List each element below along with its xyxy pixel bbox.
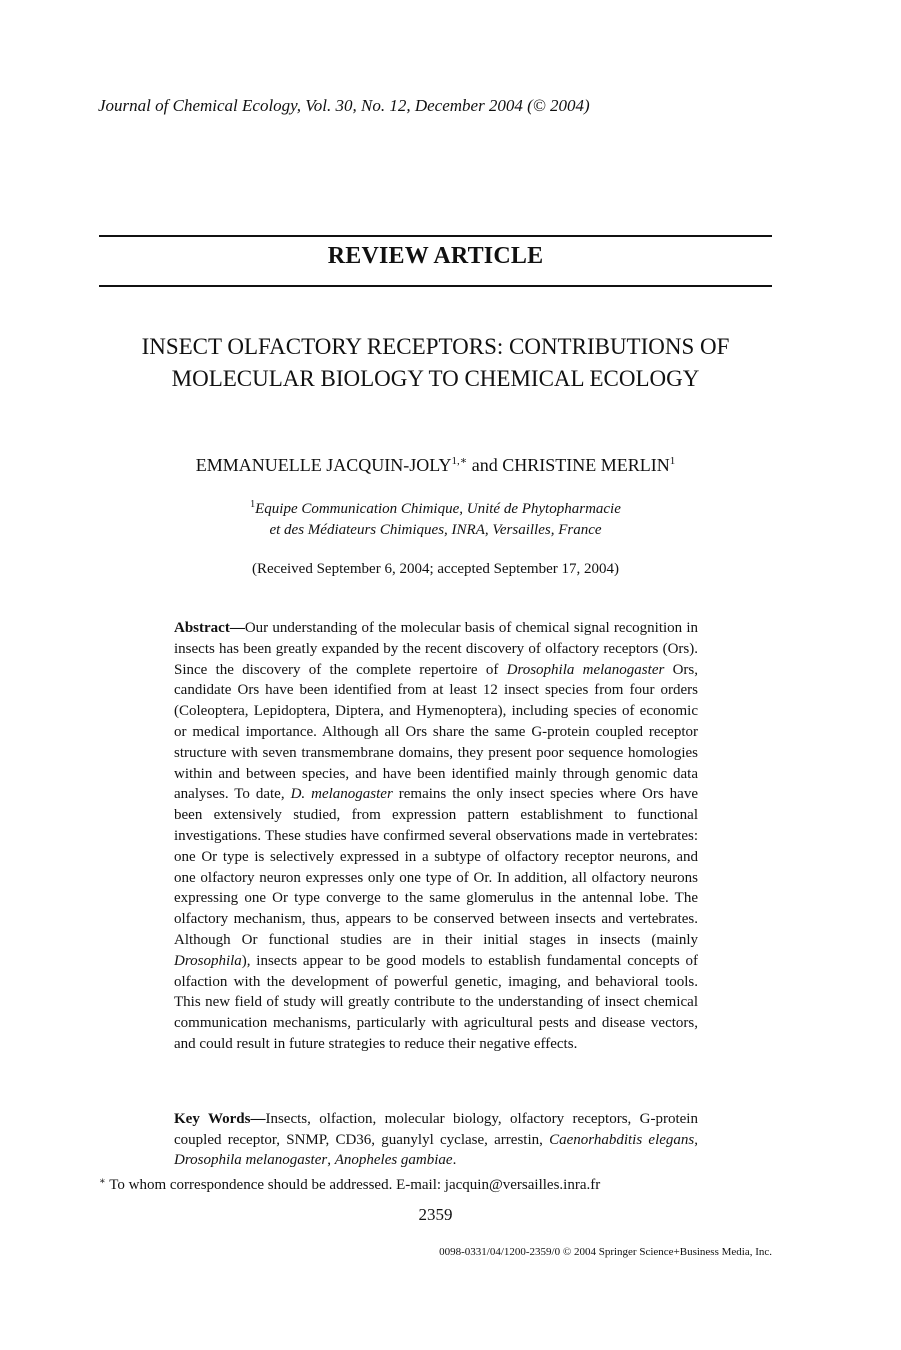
abstract-text-2: Ors, candidate Ors have been identified from at least 12 insect species from four orders (Coleoptera, Lepidoptera, Diptera, and Hymenoptera), including species of economic or medical importance. Although all Ors share the same G-protein coupled receptor structure with seven transmembrane domains, they present poor sequence homologies within and between species, and have been identified mainly through genomic data analyses. To date, (174, 661, 698, 803)
abstract-italic-2: D. melanogaster (290, 786, 393, 803)
journal-citation: Journal of Chemical Ecology, Vol. 30, No. 12, December 2004 (© 2004) (98, 96, 590, 115)
keywords-italic-3: Anopheles gambiae (334, 1152, 453, 1168)
author-conjunction: and (471, 455, 498, 475)
keywords-sep-2: , (327, 1152, 335, 1168)
abstract (174, 618, 698, 1055)
affiliation-line-2: et des Médiateurs Chimiques, INRA, Versailles, France (269, 522, 602, 538)
abstract-label: Abstract— (174, 620, 245, 636)
abstract-italic-3: Drosophila (174, 952, 242, 969)
received-dates: (Received September 6, 2004; accepted September 17, 2004) (252, 561, 619, 577)
abstract-text-4: ), insects appear to be good models to establish fundamental concepts of olfaction with the development of powerful genetic, imaging, and behavioral tools. This new field of study will greatly contribute to the understanding of insect chemical communication mechanisms, particularly with agricultural pests and disease vectors, and could result in future strategies to reduce their negative effects. (174, 952, 698, 1052)
keywords-end: . (452, 1152, 457, 1168)
abstract-italic-1: Drosophila melanogaster (506, 661, 665, 678)
section-label: REVIEW ARTICLE (327, 243, 544, 269)
title-line-2: MOLECULAR BIOLOGY TO CHEMICAL ECOLOGY (171, 366, 700, 391)
title-line-1: INSECT OLFACTORY RECEPTORS: CONTRIBUTIONS OF (141, 334, 730, 359)
footnote-text: To whom correspondence should be addressed. E-mail: jacquin@versailles.inra.fr (105, 1177, 601, 1193)
page-number: 2359 (418, 1205, 453, 1224)
keywords-label: Key Words— (174, 1111, 266, 1127)
abstract-text-1: Our understanding of the molecular basis of chemical signal recognition in insects has been greatly expanded by the recent discovery of olfactory receptors (Ors). Since the discovery of the complete repertoire of (174, 620, 698, 678)
affiliation-marker: 1 (250, 499, 256, 510)
bottom-rule (99, 285, 772, 287)
keywords-italic-2: Drosophila melanogaster (174, 1152, 328, 1168)
keywords-italic-1: Caenorhabditis elegans (549, 1131, 695, 1148)
author-2: CHRISTINE MERLIN (502, 455, 670, 475)
author-1-marks: 1,∗ (451, 455, 468, 467)
copyright-line: 0098-0331/04/1200-2359/0 © 2004 Springer Science+Business Media, Inc. (439, 1246, 772, 1258)
correspondence-footnote (99, 1177, 600, 1194)
keywords-text: Insects, olfaction, molecular biology, olfactory receptors, G-protein coupled receptor, SNMP, CD36, guanylyl cyclase, arrestin, (174, 1111, 698, 1148)
top-rule (99, 235, 772, 237)
abstract-text-3: remains the only insect species where Ors have been extensively studied, from expression pattern establishment to functional investigations. These studies have confirmed several observations made in vertebrates: one Or type is selectively expressed in a subtype of olfactory receptor neurons, and one olfactory neuron expresses only one type of Or. In addition, all olfactory neurons expressing one Or type converge to the same glomerulus in the antennal lobe. The olfactory mechanism, thus, appears to be conserved between insects and vertebrates. Although Or functional studies are in their initial stages in insects (mainly (174, 786, 698, 948)
key-words (174, 1109, 698, 1171)
author-list (99, 455, 772, 476)
author-2-marks: 1 (669, 455, 676, 467)
affiliation-line-1: Equipe Communication Chimique, Unité de Phytopharmacie (255, 501, 621, 517)
keywords-sep-1: , (694, 1131, 698, 1148)
footnote-marker: ∗ (99, 1176, 106, 1187)
author-1: EMMANUELLE JACQUIN-JOLY (195, 455, 452, 475)
article-title (99, 331, 772, 395)
affiliation (99, 499, 772, 541)
